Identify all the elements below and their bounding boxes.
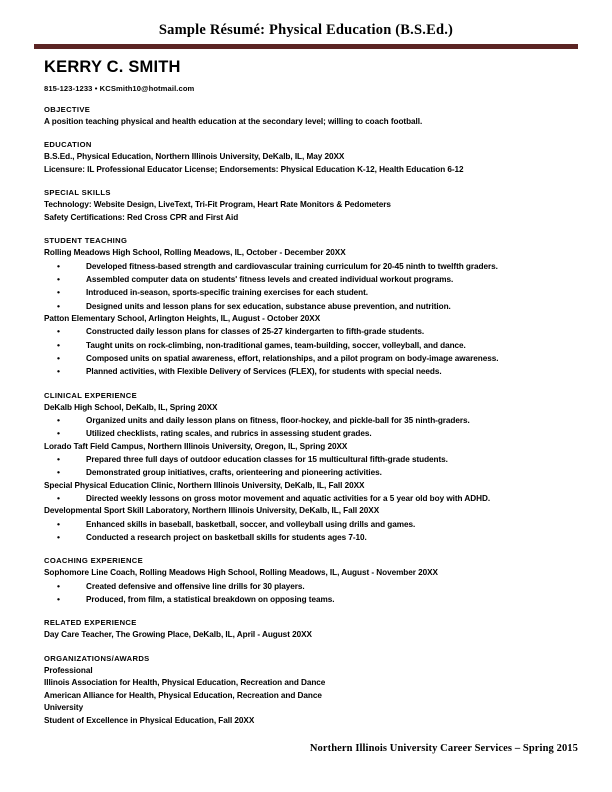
entry-org: Developmental Sport Skill Laboratory, Northern Illinois University, DeKalb, IL, Fall 20XX <box>44 506 380 516</box>
list-item: • Demonstrated group initiatives, crafts, orienteering and pioneering activities. <box>44 466 578 479</box>
section-heading-related-experience: RELATED EXPERIENCE <box>44 618 137 628</box>
experience-entry <box>44 247 578 313</box>
org-line: American Alliance for Health, Physical Education, Recreation and Dance <box>44 690 322 700</box>
section-heading-organizations-awards: ORGANIZATIONS/AWARDS <box>44 653 150 663</box>
list-item: • Organized units and daily lesson plans on fitness, floor-hockey, and pickle-ball for 35 ninth-graders. <box>44 414 578 427</box>
section-special-skills <box>44 188 578 224</box>
entry-org: DeKalb High School, DeKalb, IL, Spring 20XX <box>44 402 218 412</box>
objective-text: A position teaching physical and health education at the secondary level; willing to coach football. <box>44 116 423 126</box>
section-objective <box>44 105 578 128</box>
section-heading-education: EDUCATION <box>44 140 92 150</box>
list-item: • Utilized checklists, rating scales, and rubrics in assessing student grades. <box>44 427 578 440</box>
entry-org: Sophomore Line Coach, Rolling Meadows High School, Rolling Meadows, IL, August - November 20XX <box>44 568 438 578</box>
section-heading-objective: OBJECTIVE <box>44 104 91 114</box>
bullet-list <box>44 453 578 480</box>
education-licensure: Licensure: IL Professional Educator License; Endorsements: Physical Education K-12, Health Education 6-12 <box>44 164 464 174</box>
list-item: • Assembled computer data on students' fitness levels and created individual workout programs. <box>44 273 578 286</box>
skills-technology: Technology: Website Design, LiveText, Tri-Fit Program, Heart Rate Monitors & Pedometers <box>44 200 391 210</box>
list-item: • Directed weekly lessons on gross motor movement and aquatic activities for a 5 year old boy with ADHD. <box>44 492 578 505</box>
bullet-list <box>44 518 578 545</box>
section-heading-student-teaching: STUDENT TEACHING <box>44 236 128 246</box>
list-item: • Introduced in-season, sports-specific training exercises for each student. <box>44 286 578 299</box>
bullet-list <box>44 414 578 441</box>
experience-entry <box>44 313 578 379</box>
section-heading-clinical-experience: CLINICAL EXPERIENCE <box>44 390 138 400</box>
experience-entry <box>44 441 578 480</box>
list-item: • Designed units and lesson plans for sex education, substance abuse prevention, and nutrition. <box>44 300 578 313</box>
list-item: • Produced, from film, a statistical breakdown on opposing teams. <box>44 593 578 606</box>
list-item: • Planned activities, with Flexible Delivery of Services (FLEX), for students with special needs. <box>44 365 578 378</box>
bullet-list <box>44 580 578 607</box>
entry-org: Rolling Meadows High School, Rolling Meadows, IL, October - December 20XX <box>44 248 346 258</box>
accent-divider <box>34 44 578 49</box>
section-coaching-experience <box>44 556 578 606</box>
section-clinical-experience <box>44 391 578 545</box>
related-experience-text: Day Care Teacher, The Growing Place, DeKalb, IL, April - August 20XX <box>44 630 312 640</box>
list-item: • Taught units on rock-climbing, non-traditional games, team-building, soccer, volleyball, and dance. <box>44 339 578 352</box>
contact-line: 815-123-1233 • KCSmith10@hotmail.com <box>44 83 195 93</box>
experience-entry <box>44 402 578 441</box>
skills-safety: Safety Certifications: Red Cross CPR and First Aid <box>44 212 239 222</box>
list-item: • Composed units on spatial awareness, effort, relationships, and a pilot program on body-image awareness. <box>44 352 578 365</box>
section-heading-special-skills: SPECIAL SKILLS <box>44 188 111 198</box>
experience-entry <box>44 480 578 506</box>
org-line: Professional <box>44 665 93 675</box>
candidate-name: KERRY C. SMITH <box>44 58 181 76</box>
bullet-list <box>44 260 578 313</box>
org-line: University <box>44 703 84 713</box>
section-related-experience <box>44 618 578 641</box>
experience-entry <box>44 567 578 606</box>
bullet-list <box>44 325 578 378</box>
experience-entry <box>44 505 578 544</box>
document-title: Sample Résumé: Physical Education (B.S.Ed.) <box>158 22 454 38</box>
list-item: • Developed fitness-based strength and cardiovascular training curriculum for 20-45 ninth to twelfth graders. <box>44 260 578 273</box>
list-item: • Conducted a research project on basketball skills for students ages 7-10. <box>44 531 578 544</box>
section-organizations-awards <box>44 654 578 727</box>
list-item: • Enhanced skills in baseball, basketball, soccer, and volleyball using drills and games. <box>44 518 578 531</box>
entry-org: Lorado Taft Field Campus, Northern Illinois University, Oregon, IL, Spring 20XX <box>44 441 348 451</box>
education-degree: B.S.Ed., Physical Education, Northern Illinois University, DeKalb, IL, May 20XX <box>44 152 345 162</box>
entry-org: Patton Elementary School, Arlington Heights, IL, August - October 20XX <box>44 313 321 323</box>
section-education <box>44 140 578 176</box>
section-student-teaching <box>44 236 578 378</box>
org-line: Student of Excellence in Physical Education, Fall 20XX <box>44 715 255 725</box>
list-item: • Constructed daily lesson plans for classes of 25-27 kindergarten to fifth-grade students. <box>44 325 578 338</box>
entry-org: Special Physical Education Clinic, Northern Illinois University, DeKalb, IL, Fall 20XX <box>44 480 365 490</box>
page-footer: Northern Illinois University Career Services – Spring 2015 <box>309 743 578 754</box>
section-heading-coaching-experience: COACHING EXPERIENCE <box>44 556 144 566</box>
list-item: • Prepared three full days of outdoor education classes for 15 multicultural fifth-grade students. <box>44 453 578 466</box>
resume-body <box>0 58 612 727</box>
org-line: Illinois Association for Health, Physical Education, Recreation and Dance <box>44 678 326 688</box>
list-item: • Created defensive and offensive line drills for 30 players. <box>44 580 578 593</box>
bullet-list <box>44 492 578 505</box>
